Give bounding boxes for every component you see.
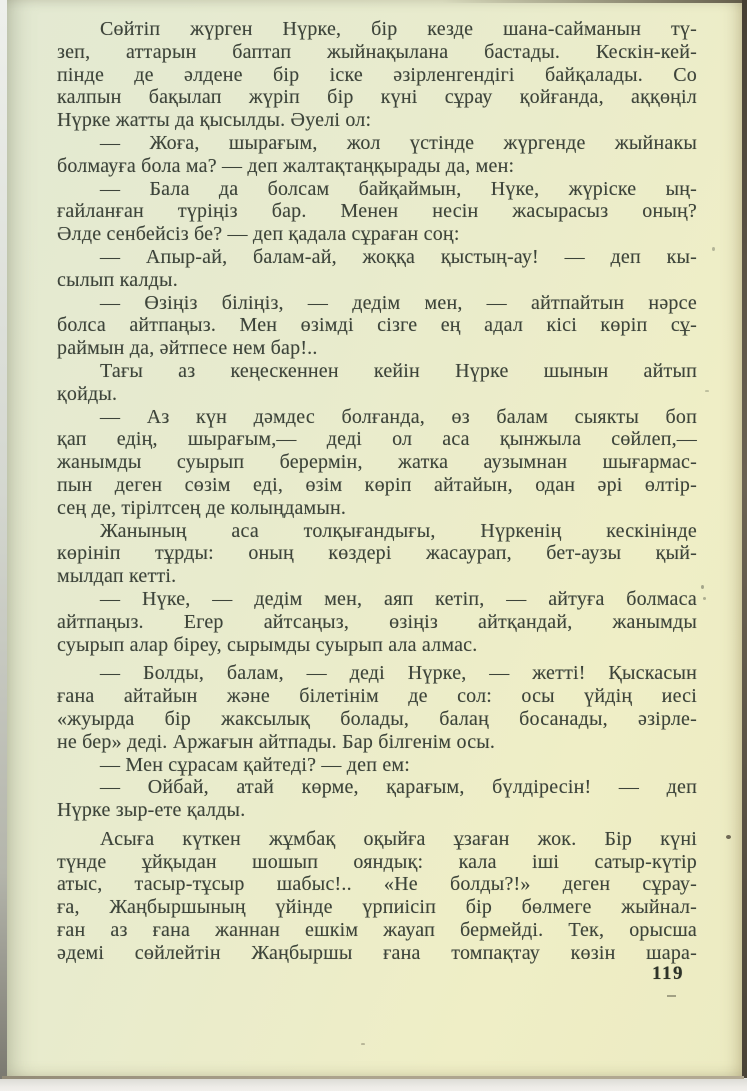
text-line: — Өзіңіз біліңіз, — дедім мен, — айтпайтын нәрсе	[100, 291, 697, 314]
paragraph	[57, 246, 697, 292]
scan-speck	[705, 390, 709, 392]
paragraph	[57, 588, 697, 656]
paragraph	[57, 406, 697, 520]
text-line: болмауға бола ма? — деп жалтақтаңқырады да, мен:	[57, 154, 515, 177]
scan-speck	[701, 585, 704, 589]
paragraph	[57, 292, 697, 360]
scan-speck	[712, 247, 715, 251]
scan-edge-left	[0, 0, 7, 1091]
paragraph	[57, 776, 697, 822]
text-line: не бер» деді. Аржағын айтпады. Бар білгенім осы.	[57, 730, 496, 753]
text-line: атыс, тасыр-тұсыр шабыс!.. «Не болды?!» деген сұрау-	[57, 873, 697, 896]
text-line: көрініп тұрды: оның көздері жасаурап, бет-аузы қый-	[57, 542, 697, 565]
paragraph	[57, 18, 697, 132]
text-line: — Болды, балам, — деді Нүрке, — жетті! Қыскасын	[100, 662, 697, 685]
text-line: раймын да, әйтпесе нем бар!..	[57, 337, 318, 360]
text-line: суырып алар біреу, сырымды суырып ала алмас.	[57, 633, 478, 656]
text-line: «жуырда бір жаксылық болады, балаң босанады, әзірле-	[57, 707, 697, 730]
scan-edge-right	[742, 0, 747, 1078]
page-number-underline-mark	[667, 995, 676, 997]
scan-speck	[703, 597, 706, 600]
page-number: 119	[652, 963, 684, 984]
text-line: Нүрке зыр-ете қалды.	[57, 799, 246, 822]
text-block	[57, 18, 697, 965]
scan-speck	[361, 1043, 365, 1045]
text-line: түнде ұйқыдан шошып ояндық: кала іші сатыр-күтір	[57, 850, 697, 873]
paragraph	[57, 178, 697, 246]
text-line: ға, Жаңбыршының үйінде үрпиісіп бір бөлмеге жыйнал-	[57, 896, 697, 919]
paragraph	[57, 828, 697, 965]
text-line: сең де, тірілтсең де колыңдамын.	[57, 496, 347, 519]
text-line: Жанының аса толқығандығы, Нүркенің кескінінде	[100, 519, 697, 542]
text-line: Асыға күткен жұмбақ оқыйға ұзаған жок. Бір күні	[100, 827, 697, 850]
scan-edge-top	[442, 0, 742, 3]
text-line: Нүрке жатты да қысылды. Әуелі ол:	[57, 109, 372, 132]
text-line: Сөйтіп жүрген Нүрке, бір кезде шана-сайманын тү-	[100, 18, 697, 40]
text-line: ғайланған түріңіз бар. Менен несін жасырасыз оның?	[57, 200, 697, 223]
text-line: пын деген сөзім еді, өзім көріп айтайын, одан әрі өлтір-	[57, 473, 697, 496]
text-line: қойды.	[57, 382, 118, 405]
text-line: мылдап кетті.	[57, 565, 177, 588]
text-line: — Мен сұрасам қайтеді? — деп ем:	[100, 753, 411, 776]
text-line: ғана айтайын және білетінім де сол: осы үйдің иесі	[57, 685, 697, 708]
text-line: — Апыр-ай, балам-ай, жоққа қыстың-ау! — деп кы-	[100, 245, 697, 268]
text-line: — Нүке, — дедім мен, аяп кетіп, — айтуға болмаса	[100, 587, 697, 610]
text-line: айтпаңыз. Егер айтсаңыз, өзіңіз айтқандай, жанымды	[57, 610, 697, 633]
text-line: Әлде сенбейсіз бе? — деп қадала сұраған соң:	[57, 223, 460, 246]
scan-edge-bottom	[0, 1079, 747, 1091]
text-line: сылып калды.	[57, 268, 178, 291]
text-line: ған аз ғана жаннан ешкім жауап бермейді. Тек, орысша	[57, 919, 697, 942]
paragraph	[57, 360, 697, 406]
text-line: әдемі сөйлейтін Жаңбыршы ғана томпақтау көзін шара-	[57, 941, 697, 964]
paragraph	[57, 662, 697, 753]
paragraph	[57, 754, 697, 777]
paragraph	[57, 132, 697, 178]
scan-speck	[726, 835, 731, 839]
text-line: пінде де әлдене бір іске әзірленгендігі байқалады. Со	[57, 63, 697, 86]
text-line: — Ойбай, атай көрме, қарағым, бүлдіресін! — деп	[100, 776, 697, 799]
text-line: калпын бақылап жүріп бір күні сұрау қойғанда, аққөңіл	[57, 86, 697, 109]
text-line: — Аз күн дәмдес болғанда, өз балам сыякты боп	[100, 405, 697, 428]
text-line: — Жоға, шырағым, жол үстінде жүргенде жыйнакы	[100, 131, 697, 154]
paragraph	[57, 520, 697, 588]
text-line: қап едің, шырағым,— деді ол аса қынжыла сөйлеп,—	[57, 428, 697, 451]
text-line: Тағы аз кеңескеннен кейін Нүрке шынын айтып	[100, 359, 697, 382]
text-line: жанымды суырып берермін, жатка аузымнан шығармас-	[57, 451, 697, 474]
text-line: зеп, аттарын баптап жыйнақылана бастады. Кескін-кей-	[57, 40, 697, 63]
text-line: — Бала да болсам байқаймын, Нүке, жүріске ың-	[100, 177, 697, 200]
text-line: болса айтпаңыз. Мен өзімді сізге ең адал кісі көріп сұ-	[57, 314, 697, 337]
